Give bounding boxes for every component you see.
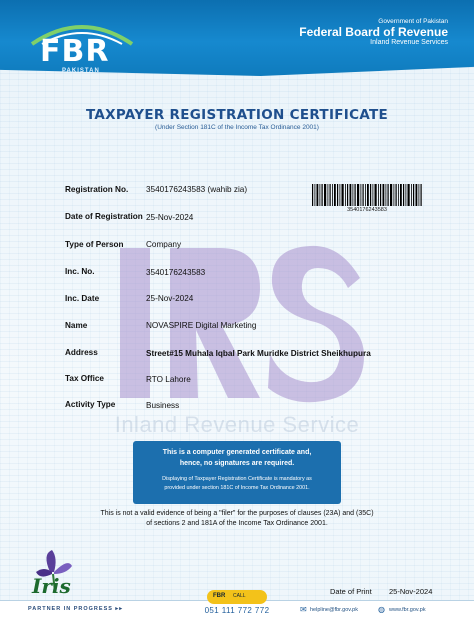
email-icon: ✉ [300,605,307,614]
date-of-print-value: 25-Nov-2024 [389,587,433,596]
label-registration-no: Registration No. [65,185,129,194]
badge-call-text: CALL [233,593,246,599]
gov-line1: Government of Pakistan [378,18,448,25]
value-address: Street#15 Muhala Iqbal Park Muridke District Sheikhupura [146,349,371,358]
value-inc-no: 3540176243583 [146,268,206,277]
label-inc-date: Inc. Date [65,294,100,303]
notice-line2: hence, no signatures are required. [179,460,295,467]
notice-line4: provided under section 181C of Income Tax Ordinance 2001. [164,485,310,491]
validity-line2: of sections 2 and 181A of the Income Tax Ordinance 2001. [146,520,328,527]
notice-line3: Displaying of Taxpayer Registration Certificate is mandatory as [162,476,312,482]
date-of-print-label: Date of Print [330,587,372,596]
label-inc-no: Inc. No. [65,267,95,276]
computer-generated-notice [133,441,341,504]
label-tax-office: Tax Office [65,374,104,383]
logo-text: FBR [40,34,110,69]
notice-line1: This is a computer generated certificate and, [162,449,312,456]
label-name: Name [65,321,88,330]
gov-line3: Inland Revenue Services [370,39,448,46]
globe-icon: ◍ [378,605,385,614]
website-link: www.fbr.gov.pk [389,607,426,613]
certificate-title: TAXPAYER REGISTRATION CERTIFICATE [85,107,389,123]
gov-line2: Federal Board of Revenue [299,25,448,39]
helpline-email: helpline@fbr.gov.pk [310,607,358,613]
value-inc-date: 25-Nov-2024 [146,294,194,303]
government-heading [299,18,448,46]
value-name: NOVASPIRE Digital Marketing [146,321,257,330]
partner-in-progress: PARTNER IN PROGRESS ▸▸ [28,606,123,612]
label-type-of-person: Type of Person [65,240,124,249]
barcode-icon [312,184,422,206]
value-date-of-registration: 25-Nov-2024 [146,213,194,222]
barcode-number: 3540176243583 [347,207,387,213]
label-date-of-registration: Date of Registration [65,212,143,221]
fbr-logo [22,14,142,74]
iris-logo-text: Iris [32,574,71,598]
logo-subtext: PAKISTAN [62,68,100,74]
label-activity-type: Activity Type [65,400,116,409]
value-tax-office: RTO Lahore [146,375,191,384]
watermark-text: Inland Revenue Service [114,412,360,437]
label-address: Address [65,348,98,357]
value-registration-no: 3540176243583 (wahib zia) [146,185,248,194]
helpline-phone: 051 111 772 772 [204,606,270,615]
footer-bar [0,600,474,632]
certificate-subtitle: (Under Section 181C of the Income Tax Ordinance 2001) [155,124,319,131]
value-activity-type: Business [146,401,180,410]
validity-line1: This is not a valid evidence of being a "filer" for the purposes of clauses (23A) and (35C) [100,510,374,517]
value-type-of-person: Company [146,240,182,249]
badge-fbr-text: FBR [213,593,226,599]
